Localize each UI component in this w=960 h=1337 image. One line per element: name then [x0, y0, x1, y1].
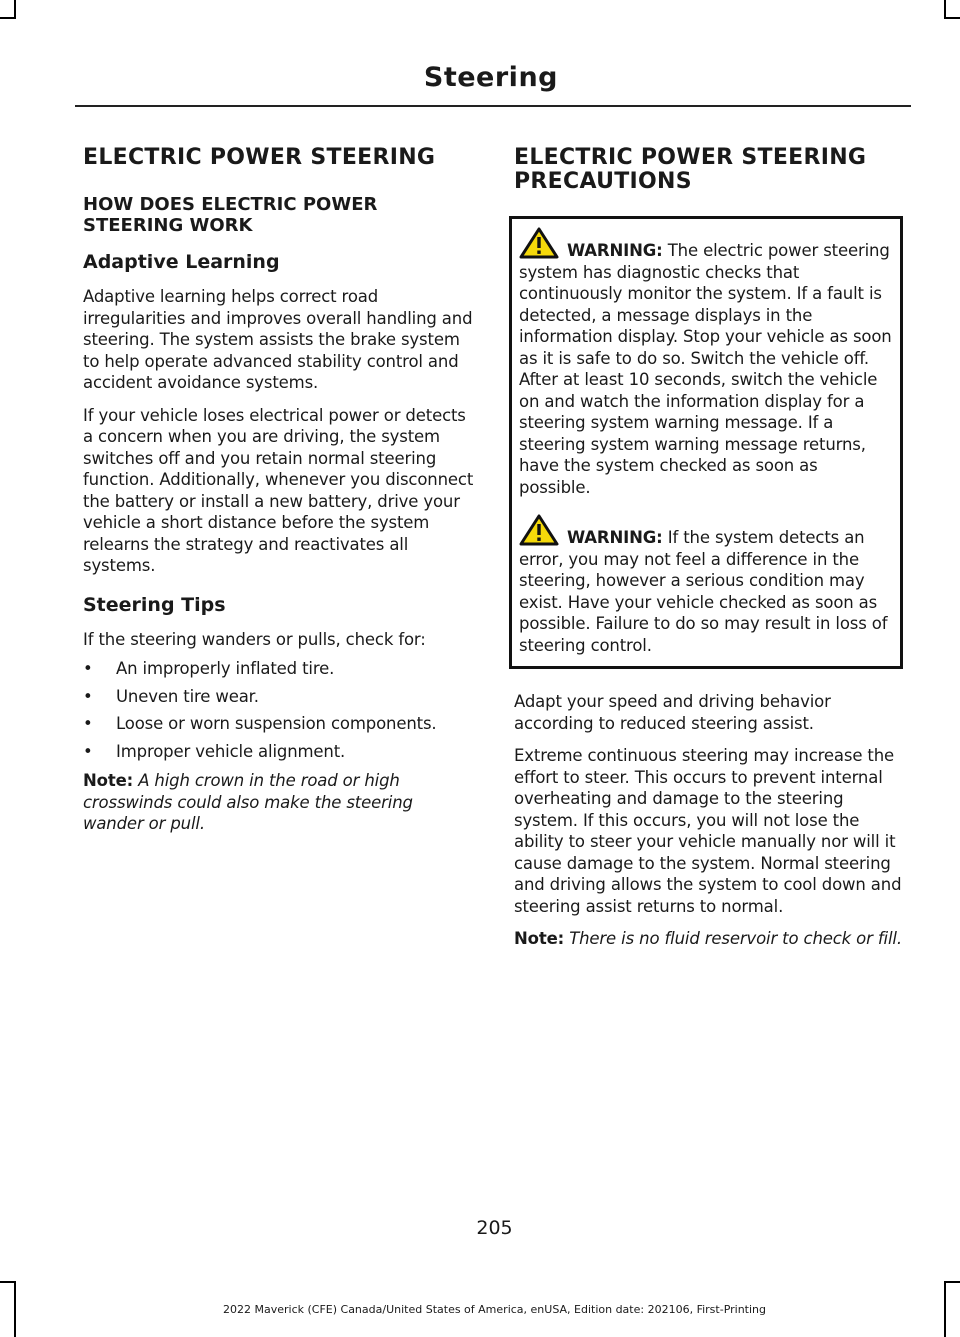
adaptive-paragraph-2: If your vehicle loses electrical power or detects a concern when you are driving, the system switches off and you retain normal steering function. Additionally, whenever you disconnect the battery or install a new battery, drive your vehicle a short distance before the system relearns the strategy and reactivates all systems.	[83, 405, 474, 575]
adaptive-paragraph-1: Adaptive learning helps correct road irregularities and improves overall handling and steering. The system assists the brake system to help operate advanced stability control and accident avoidance systems.	[83, 287, 473, 392]
crop-mark-bottom-left-h	[0, 1281, 16, 1283]
warning-text: If the system detects an error, you may not feel a difference in the steering, however a serious condition may exist. Have your vehicle checked as soon as possible. Failure to do so may result in loss of steering control.	[519, 528, 888, 655]
warning-paragraph-2	[519, 514, 893, 656]
bullet: •	[83, 686, 93, 706]
note-text: A high crown in the road or high crosswinds could also make the steering wander or pull.	[83, 771, 413, 833]
crop-mark-bottom-right-h	[944, 1281, 960, 1283]
warning-paragraph-1	[519, 227, 893, 498]
page-number: 205	[476, 1217, 513, 1239]
section-heading-precautions: ELECTRIC POWER STEERING PRECAUTIONS	[514, 145, 867, 194]
bullet: •	[83, 741, 93, 761]
heading-adaptive-learning: Adaptive Learning	[83, 251, 280, 273]
section-heading-electric-power-steering: ELECTRIC POWER STEERING	[83, 145, 436, 170]
crop-mark-top-right-h	[944, 17, 960, 19]
steering-tips-intro: If the steering wanders or pulls, check for:	[83, 629, 426, 649]
precautions-paragraph-1: Adapt your speed and driving behavior according to reduced steering assist.	[514, 692, 831, 733]
list-item: • Improper vehicle alignment.	[83, 741, 346, 761]
heading-steering-tips: Steering Tips	[83, 593, 226, 616]
precautions-paragraph-2: Extreme continuous steering may increase the effort to steer. This occurs to prevent internal overheating and damage to the steering system. If this occurs, you will not lose the ability to steer your vehicle manually nor will it cause damage to the system. Normal steering and driving allows the system to cool down and steering assist returns to normal.	[514, 746, 902, 916]
footer-edition-info: 2022 Maverick (CFE) Canada/United States of America, enUSA, Edition date: 202106, First-Printing	[222, 1303, 767, 1316]
right-column	[514, 146, 908, 961]
steering-tips-list	[83, 658, 476, 762]
bullet: •	[83, 714, 93, 733]
list-item: • An improperly inflated tire.	[83, 659, 335, 678]
note-label: Note:	[83, 771, 134, 790]
header-rule	[75, 105, 911, 107]
precautions-note	[514, 928, 908, 950]
crop-mark-top-left-v	[14, 0, 16, 18]
left-column	[83, 146, 476, 846]
warning-label: WARNING:	[567, 528, 663, 547]
crop-mark-top-right-v	[944, 0, 946, 18]
warning-triangle-icon	[519, 227, 563, 259]
warning-text: The electric power steering system has diagnostic checks that continuously monitor the system. If a fault is detected, a message displays in the information display. Stop your vehicle as soon as it is safe to do so. Switch the vehicle off. After at least 10 seconds, switch the vehicle on and watch the information display for a steering system warning message. If a steering system warning message returns, have the system checked as soon as possible.	[519, 241, 892, 497]
page-header-title: Steering	[423, 62, 558, 93]
steering-tips-note	[83, 770, 476, 835]
list-item: • Uneven tire wear.	[83, 686, 259, 706]
warning-triangle-icon	[519, 514, 563, 546]
note-label: Note:	[514, 929, 565, 948]
warning-label: WARNING:	[567, 241, 663, 260]
subsection-heading-how-it-works: HOW DOES ELECTRIC POWER STEERING WORK	[83, 194, 378, 236]
crop-mark-top-left-h	[0, 17, 16, 19]
list-item: • Loose or worn suspension components.	[83, 714, 437, 733]
warning-box	[509, 216, 903, 669]
bullet: •	[83, 659, 93, 678]
note-text: There is no fluid reservoir to check or fill.	[569, 929, 902, 948]
